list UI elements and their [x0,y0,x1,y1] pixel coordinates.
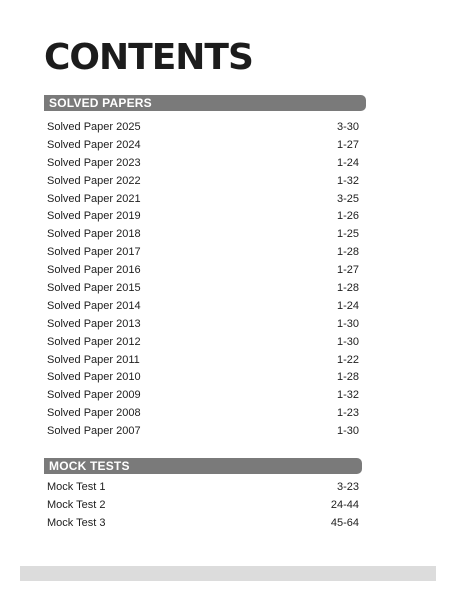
entry-pages: 1-25 [336,228,359,241]
entry-label: Solved Paper 2017 [47,246,141,259]
entry-pages: 1-30 [336,317,359,330]
entry-pages: 3-30 [336,120,359,133]
entry-pages: 1-23 [336,407,359,420]
toc-entry[interactable] [47,154,359,172]
toc-entry[interactable] [47,261,359,279]
entry-label: Solved Paper 2019 [47,210,141,223]
entry-pages: 1-28 [336,281,359,294]
toc-entry[interactable] [47,315,359,333]
toc-entry[interactable] [47,333,359,351]
toc-entry[interactable] [47,207,359,225]
toc-entry[interactable] [47,422,359,440]
solved-papers-list [47,118,359,440]
footer-bar [20,566,436,581]
entry-label: Solved Paper 2010 [47,371,141,384]
mock-tests-list [47,478,359,532]
entry-label: Solved Paper 2018 [47,228,141,241]
entry-pages: 1-27 [336,138,359,151]
entry-label: Solved Paper 2007 [47,425,141,438]
entry-pages: 1-28 [336,246,359,259]
entry-pages: 45-64 [330,516,359,529]
entry-pages: 3-23 [336,480,359,493]
toc-entry[interactable] [47,243,359,261]
entry-pages: 1-30 [336,335,359,348]
entry-label: Solved Paper 2009 [47,389,141,402]
entry-label: Mock Test 3 [47,516,106,529]
toc-entry[interactable] [47,351,359,369]
entry-pages: 24-44 [330,498,359,511]
section-heading-mock-tests: MOCK TESTS [44,458,362,474]
entry-label: Solved Paper 2014 [47,299,141,312]
entry-label: Solved Paper 2016 [47,264,141,277]
toc-entry[interactable] [47,514,359,532]
toc-entry[interactable] [47,297,359,315]
toc-entry[interactable] [47,496,359,514]
entry-pages: 1-27 [336,264,359,277]
toc-entry[interactable] [47,136,359,154]
entry-label: Solved Paper 2011 [47,353,140,366]
entry-pages: 1-24 [336,299,359,312]
entry-label: Solved Paper 2023 [47,156,141,169]
toc-entry[interactable] [47,386,359,404]
entry-pages: 3-25 [336,192,359,205]
entry-label: Solved Paper 2022 [47,174,141,187]
entry-label: Solved Paper 2015 [47,281,141,294]
toc-entry[interactable] [47,225,359,243]
entry-label: Mock Test 1 [47,480,106,493]
toc-entry[interactable] [47,368,359,386]
section-heading-solved-papers: SOLVED PAPERS [44,95,366,111]
entry-pages: 1-22 [336,353,359,366]
entry-label: Solved Paper 2021 [47,192,141,205]
entry-label: Solved Paper 2024 [47,138,141,151]
entry-label: Solved Paper 2025 [47,120,141,133]
entry-pages: 1-24 [336,156,359,169]
toc-entry[interactable] [47,190,359,208]
toc-entry[interactable] [47,404,359,422]
entry-pages: 1-28 [336,371,359,384]
toc-entry[interactable] [47,478,359,496]
entry-pages: 1-26 [336,210,359,223]
toc-entry[interactable] [47,279,359,297]
entry-label: Solved Paper 2008 [47,407,141,420]
page-title: CONTENTS [44,37,253,78]
toc-entry[interactable] [47,172,359,190]
entry-label: Solved Paper 2012 [47,335,141,348]
entry-pages: 1-32 [336,389,359,402]
entry-pages: 1-30 [336,425,359,438]
entry-pages: 1-32 [336,174,359,187]
toc-entry[interactable] [47,118,359,136]
entry-label: Solved Paper 2013 [47,317,141,330]
entry-label: Mock Test 2 [47,498,106,511]
